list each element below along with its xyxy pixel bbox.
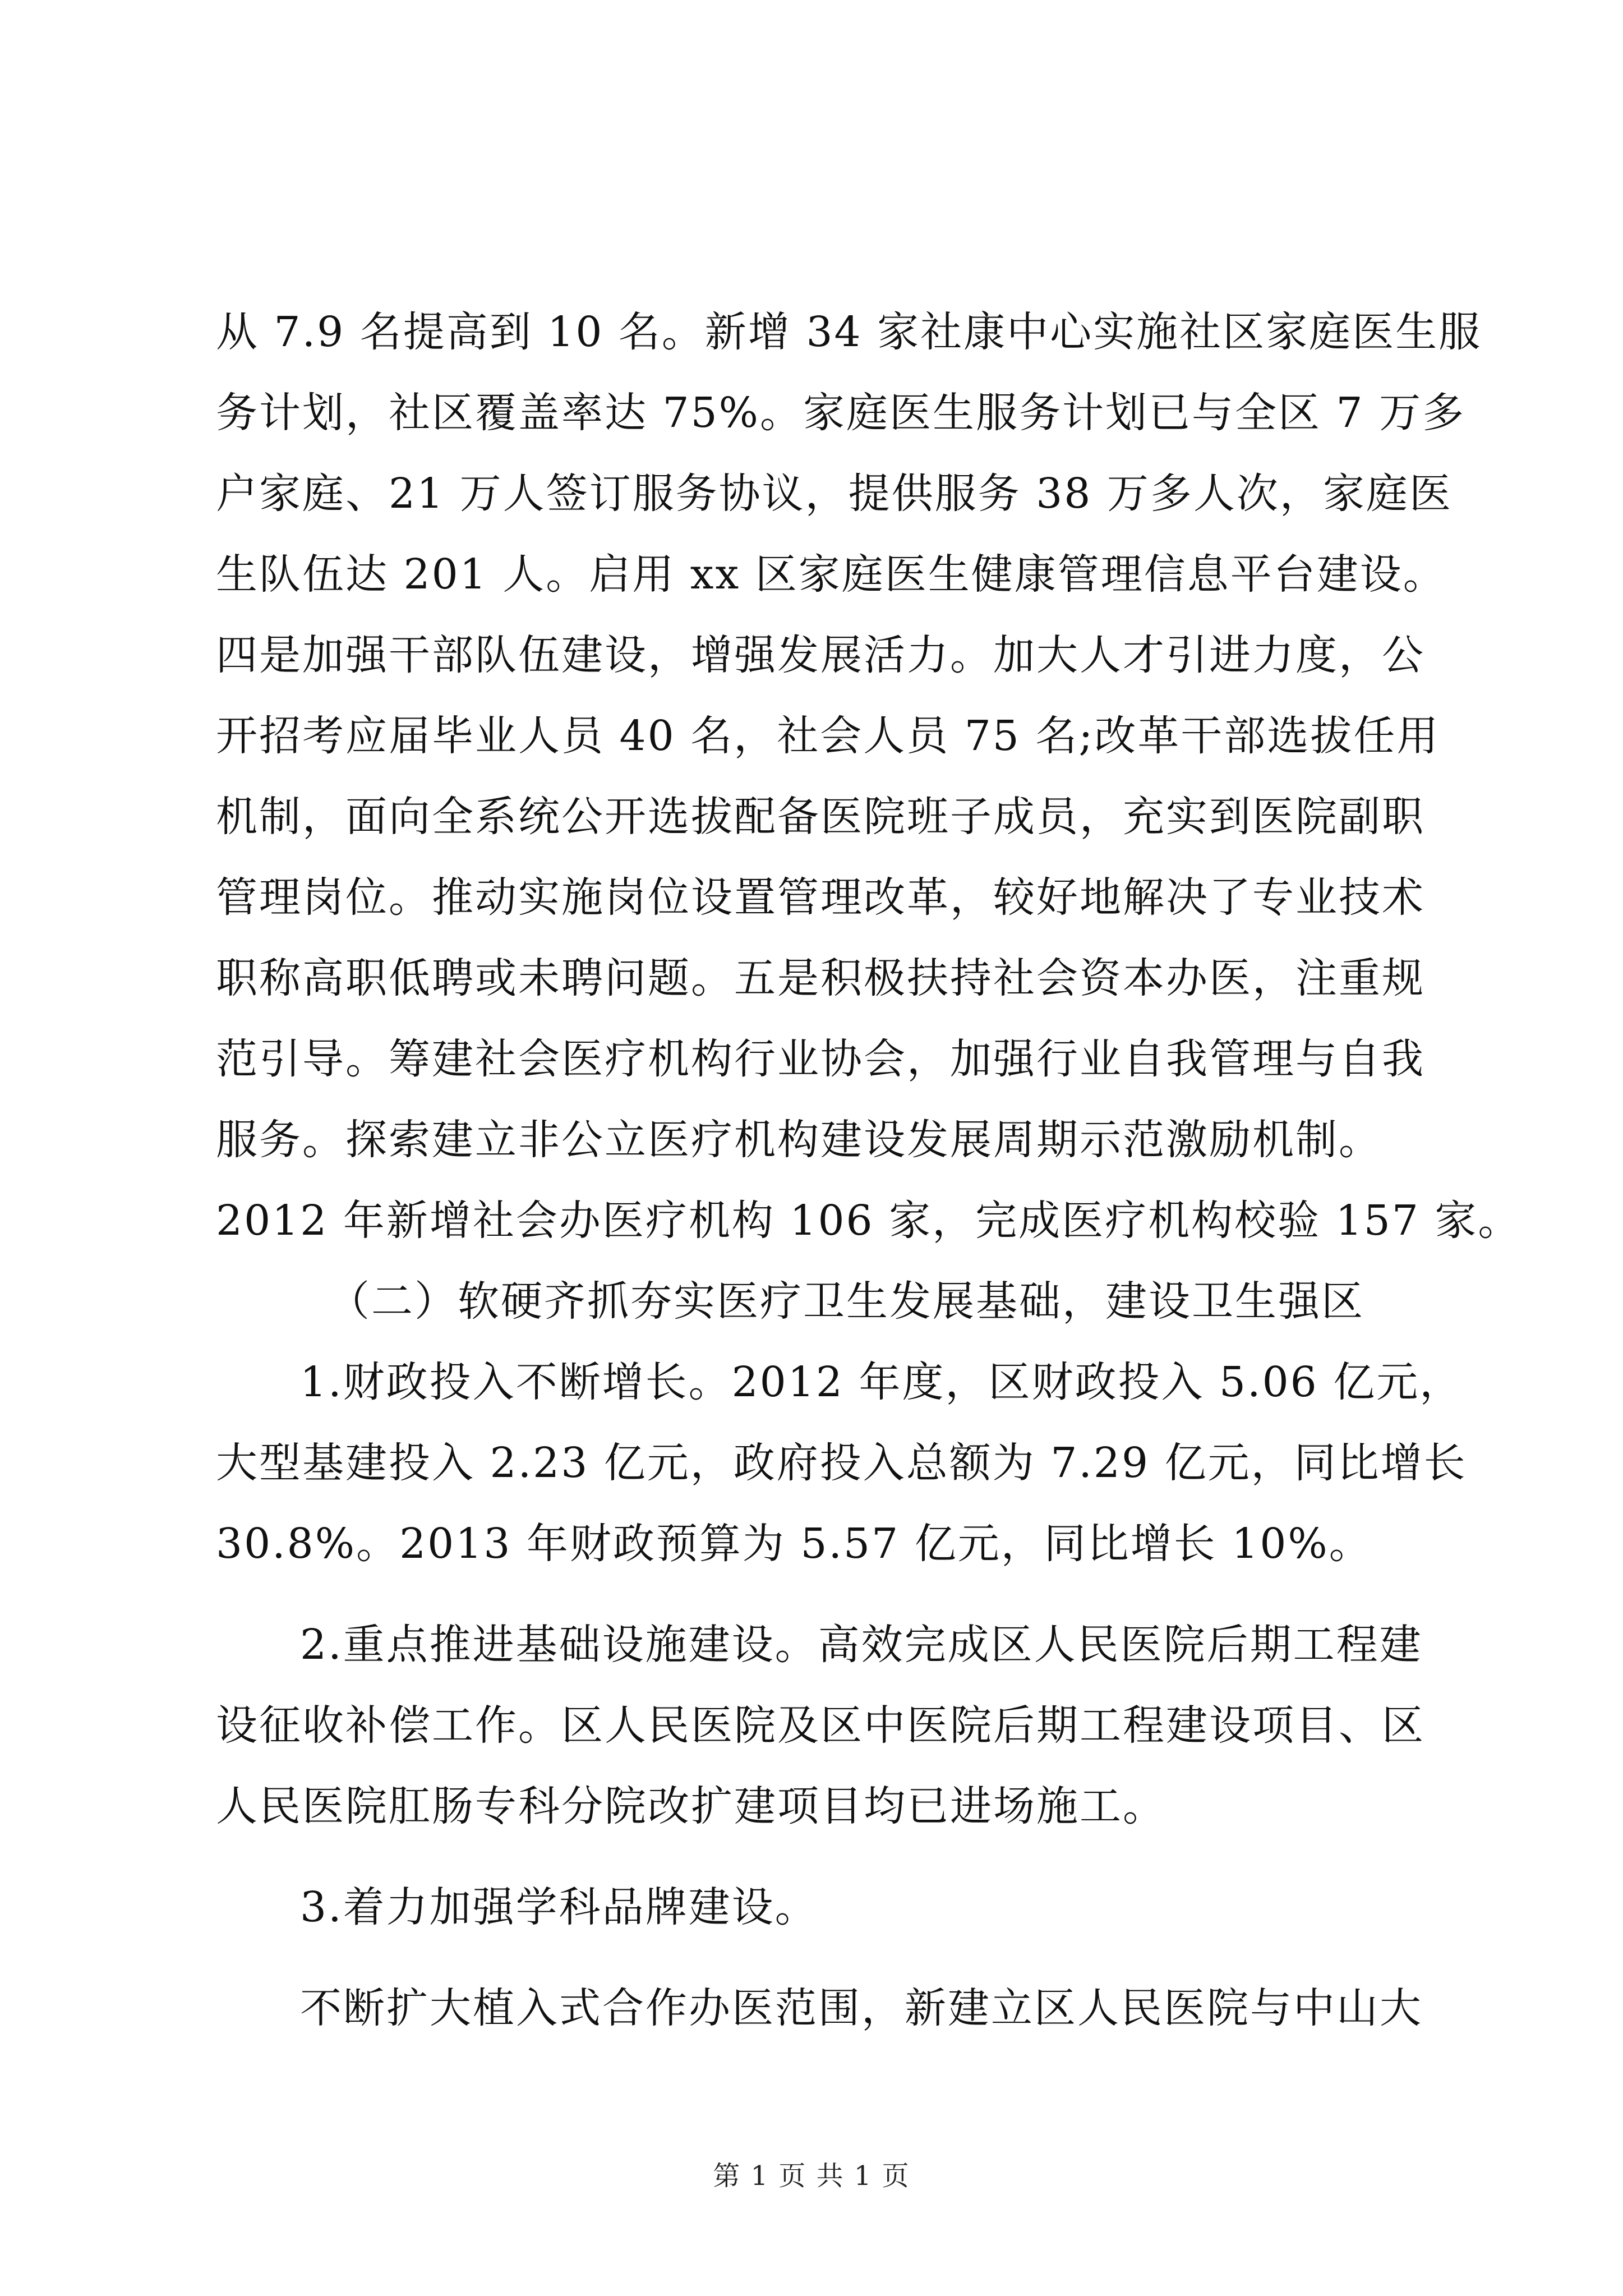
text-line: 生队伍达 201 人。启用 xx 区家庭医生健康管理信息平台建设。 — [216, 550, 1446, 599]
text-line: 从 7.9 名提高到 10 名。新增 34 家社康中心实施社区家庭医生服 — [216, 308, 1482, 356]
text-line: 30.8%。2013 年财政预算为 5.57 亿元，同比增长 10%。 — [216, 1520, 1372, 1568]
text-line: 人民医院肛肠专科分院改扩建项目均已进场施工。 — [216, 1782, 1166, 1830]
text-line: 范引导。筹建社会医疗机构行业协会，加强行业自我管理与自我 — [216, 1035, 1425, 1083]
text-line: 服务。探索建立非公立医疗机构建设发展周期示范激励机制。 — [216, 1116, 1382, 1164]
paragraph-first-line: 1.财政投入不断增长。2012 年度，区财政投入 5.06 亿元， — [300, 1358, 1463, 1406]
text-line: 四是加强干部队伍建设，增强发展活力。加大人才引进力度，公 — [216, 631, 1425, 679]
text-line: 大型基建投入 2.23 亿元，政府投入总额为 7.29 亿元，同比增长 — [216, 1439, 1467, 1487]
text-line: 机制，面向全系统公开选拔配备医院班子成员，充实到医院副职 — [216, 793, 1425, 841]
paragraph-first-line: 2.重点推进基础设施建设。高效完成区人民医院后期工程建 — [300, 1621, 1423, 1669]
text-line: 2012 年新增社会办医疗机构 106 家，完成医疗机构校验 157 家。 — [216, 1197, 1521, 1245]
section-heading: （二）软硬齐抓夯实医疗卫生发展基础，建设卫生强区 — [328, 1277, 1364, 1326]
text-line: 户家庭、21 万人签订服务协议，提供服务 38 万多人次，家庭医 — [216, 470, 1453, 518]
text-line: 开招考应届毕业人员 40 名，社会人员 75 名;改革干部选拔任用 — [216, 712, 1440, 760]
page-footer: 第 1 页 共 1 页 — [713, 2160, 910, 2192]
paragraph-first-line: 3.着力加强学科品牌建设。 — [300, 1883, 818, 1931]
text-line: 职称高职低聘或未聘问题。五是积极扶持社会资本办医，注重规 — [216, 954, 1425, 1002]
text-line: 务计划，社区覆盖率达 75%。家庭医生服务计划已与全区 7 万多 — [216, 389, 1466, 437]
text-line: 管理岗位。推动实施岗位设置管理改革，较好地解决了专业技术 — [216, 873, 1425, 922]
text-line: 设征收补偿工作。区人民医院及区中医院后期工程建设项目、区 — [216, 1701, 1425, 1750]
paragraph-first-line: 不断扩大植入式合作办医范围，新建立区人民医院与中山大 — [300, 1984, 1423, 2032]
document-body — [216, 292, 1521, 2049]
